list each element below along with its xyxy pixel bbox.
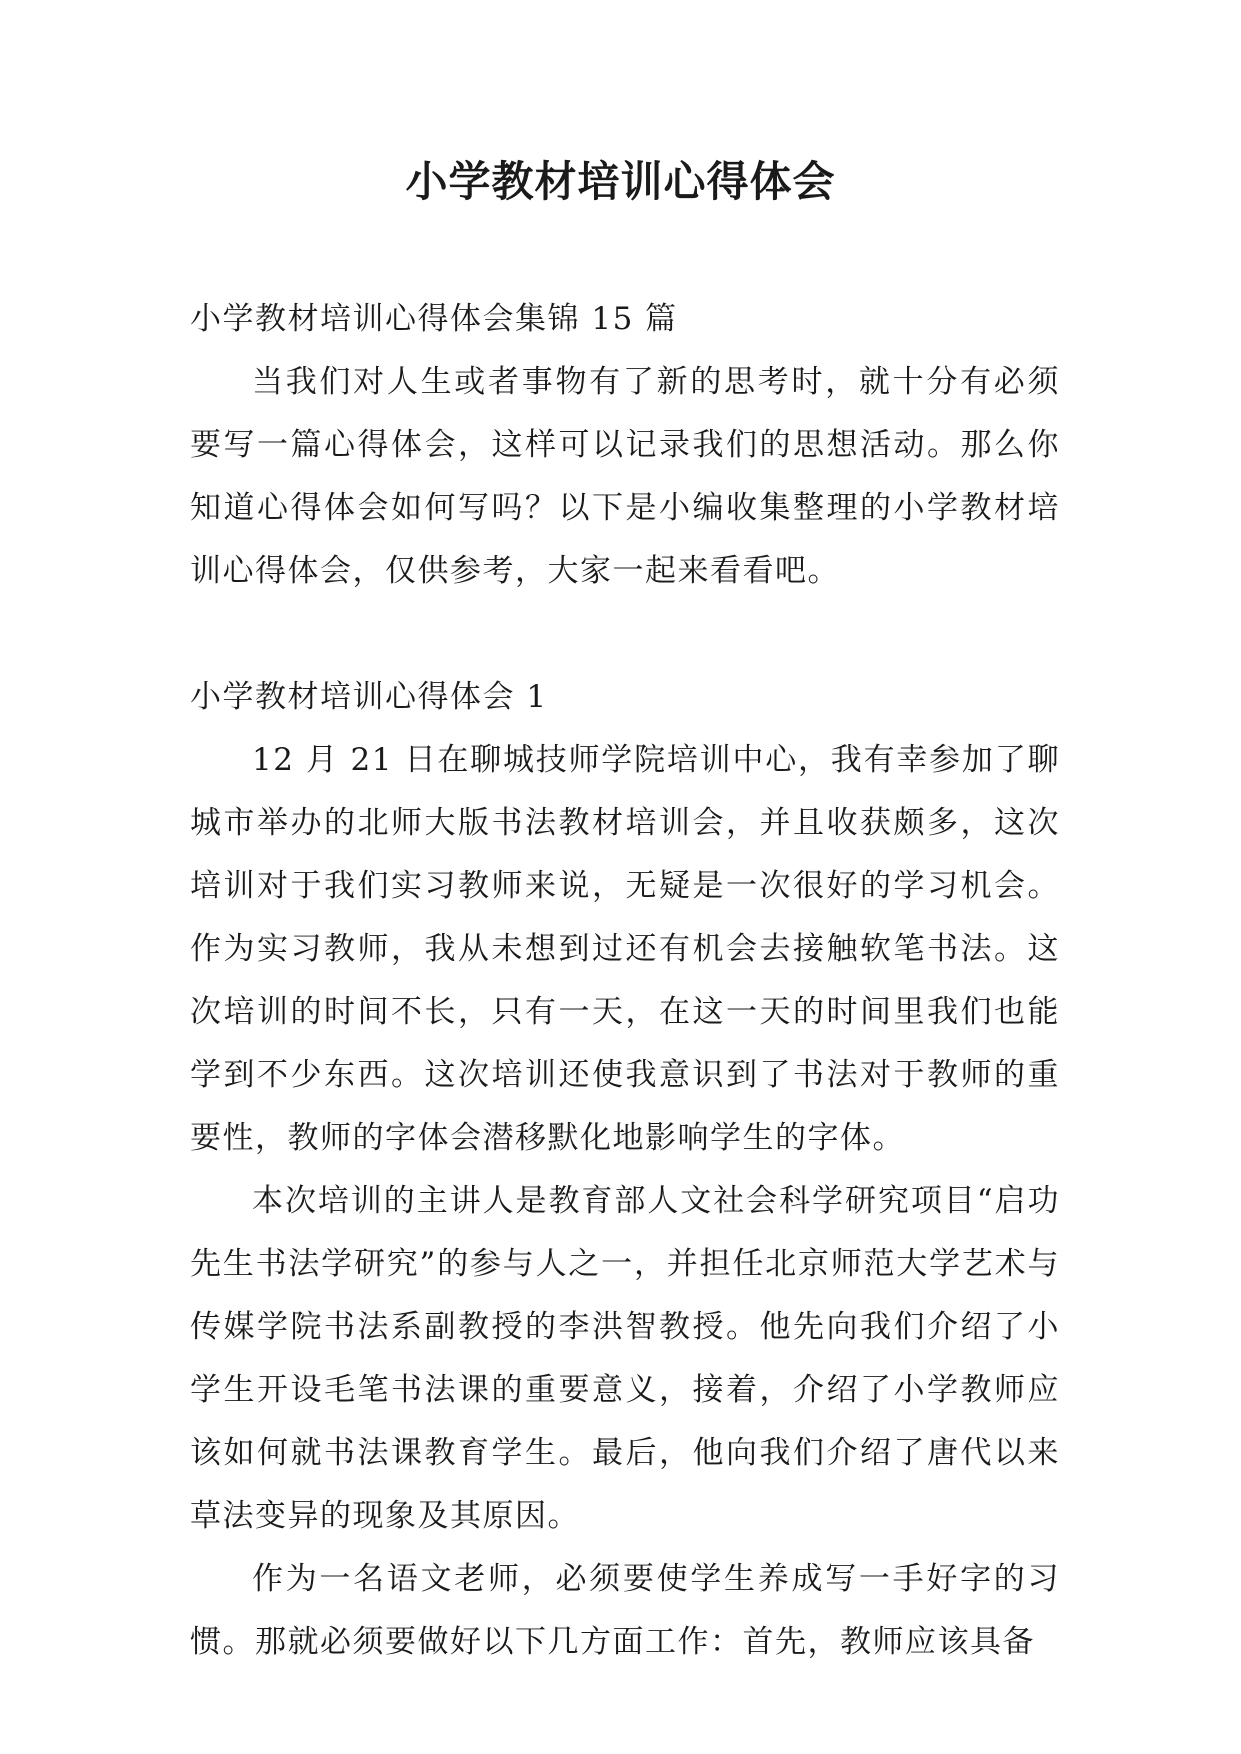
document-body — [190, 288, 1060, 1674]
body-paragraph: 12 月 21 日在聊城技师学院培训中心，我有幸参加了聊城市举办的北师大版书法教材培训会，并且收获颇多，这次培训对于我们实习教师来说，无疑是一次很好的学习机会。作为实习教师，我从未想到过还有机会去接触软笔书法。这次培训的时间不长，只有一天，在这一天的时间里我们也能学到不少东西。这次培训还使我意识到了书法对于教师的重要性，教师的字体会潜移默化地影响学生的字体。 — [190, 742, 1060, 1156]
body-paragraph: 作为一名语文老师，必须要使学生养成写一手好字的习惯。那就必须要做好以下几方面工作：首先，教师应该具备 — [190, 1561, 1060, 1660]
intro-paragraph: 当我们对人生或者事物有了新的思考时，就十分有必须要写一篇心得体会，这样可以记录我们的思想活动。那么你知道心得体会如何写吗？以下是小编收集整理的小学教材培训心得体会，仅供参考，大家一起来看看吧。 — [190, 364, 1060, 589]
section-heading: 小学教材培训心得体会 1 — [190, 679, 548, 715]
document-title: 小学教材培训心得体会 — [405, 157, 836, 206]
document-subtitle: 小学教材培训心得体会集锦 15 篇 — [190, 301, 678, 337]
body-paragraph: 本次培训的主讲人是教育部人文社会科学研究项目“启功先生书法学研究”的参与人之一，并担任北京师范大学艺术与传媒学院书法系副教授的李洪智教授。他先向我们介绍了小学生开设毛笔书法课的重要意义，接着，介绍了小学教师应该如何就书法课教育学生。最后，他向我们介绍了唐代以来草法变异的现象及其原因。 — [190, 1183, 1060, 1534]
